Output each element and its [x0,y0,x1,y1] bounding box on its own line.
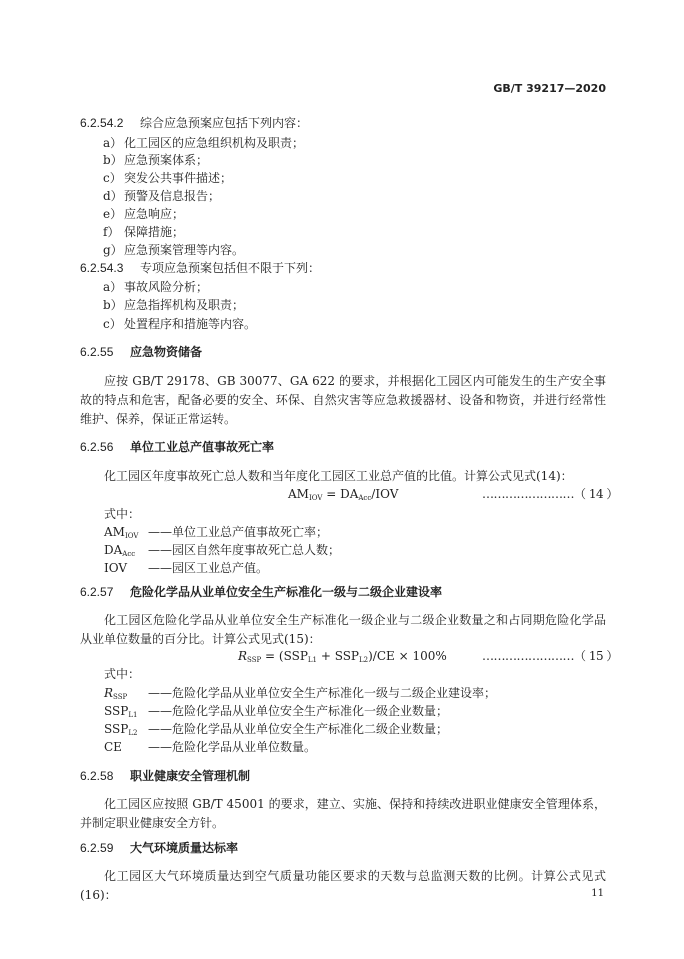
symbol: DA [104,543,123,557]
page-number: 11 [591,888,604,899]
section-heading-6-2-55 [80,344,202,360]
list-text: 化工园区的应急组织机构及职责； [124,136,305,150]
list-text: 突发公共事件描述； [124,171,233,185]
definition-text: ——危险化学品从业单位安全生产标准化一级企业数量； [148,704,449,718]
list-item [103,152,208,168]
eq-term: /IOV [371,487,399,501]
symbol: IOV [104,561,128,575]
eq-sub: L2 [359,656,369,664]
symbol-sub: IOV [124,532,139,540]
list-item [103,188,220,204]
standard-number: GB/T 39217—2020 [493,82,606,95]
section-heading-6-2-59 [80,840,238,856]
section-heading-6-2-56 [80,439,274,455]
symbol-sub: SSP [113,693,128,701]
list-marker: c） [103,317,122,331]
symbol-sub: Acc [122,550,136,558]
definition-item [104,703,448,723]
list-marker: a） [103,136,123,150]
definition-item [104,524,328,544]
list-marker: f） [103,225,120,239]
definition-item [104,560,268,580]
definition-symbol [104,524,148,544]
list-text: 事故风险分析； [124,280,209,294]
clause-6-2-54-3 [80,260,320,276]
definition-symbol [104,721,148,741]
symbol-sub: L2 [128,729,138,737]
clause-number: 6.2.54.2 [80,116,124,130]
symbol-sub: L1 [128,711,138,719]
section-title: 职业健康安全管理机制 [130,769,251,783]
definition-symbol [104,739,148,759]
list-item [103,135,304,151]
section-number: 6.2.57 [80,585,114,599]
section-heading-6-2-57 [80,584,442,600]
eq-sub: L1 [307,656,318,664]
definition-text: ——危险化学品从业单位数量。 [148,740,317,754]
clause-number: 6.2.54.3 [80,261,124,275]
formula-14 [288,486,398,506]
section-number: 6.2.56 [80,440,114,454]
list-item [103,242,244,258]
paragraph: 化工园区应按照 GB/T 45001 的要求，建立、实施、保持和持续改进职业健康安全管理体系，并制定职业健康安全方针。 [80,797,606,830]
section-title: 单位工业总产值事故死亡率 [130,440,275,454]
eq-term: = DA [322,487,359,501]
paragraph: 应按 GB/T 29178、GB 30077、GA 622 的要求，并根据化工园区内可能发生的生产安全事故的特点和危害，配备必要的安全、环保、自然灾害等应急救援器材、设备和物资，并进行经常性维护、保养，保证正常运转。 [80,374,606,426]
definition-symbol [104,560,148,580]
list-text: 保障措施； [124,225,185,239]
definition-text: ——危险化学品从业单位安全生产标准化一级与二级企业建设率； [148,686,497,700]
paragraph: 化工园区年度事故死亡总人数和当年度化工园区工业总产值的比值。计算公式见式(14)： [104,469,573,483]
symbol: SSP [104,722,129,736]
definition-text: ——园区工业总产值。 [148,561,269,575]
clause-text: 综合应急预案应包括下列内容： [140,116,309,130]
symbol: R [104,686,114,700]
eq-term: = (SSP [261,649,308,663]
definition-symbol [104,685,148,705]
eq-sub: Acc [358,494,372,502]
where-label: 式中： [104,507,141,521]
list-item [103,206,184,222]
list-text: 应急预案管理等内容。 [124,243,245,257]
list-marker: g） [103,243,123,257]
eq-term: + SSP [317,649,360,663]
section-title: 危险化学品从业单位安全生产标准化一级与二级企业建设率 [130,585,443,599]
definition-text: ——危险化学品从业单位安全生产标准化二级企业数量； [148,722,449,736]
list-item [103,279,208,295]
definition-symbol [104,542,148,562]
symbol: SSP [104,704,129,718]
section-number: 6.2.58 [80,769,114,783]
paragraph: 化工园区大气环境质量达到空气质量功能区要求的天数与总监测天数的比例。计算公式见式(16)： [80,869,606,902]
list-text: 预警及信息报告； [124,189,221,203]
list-marker: b） [103,153,123,167]
definition-text: ——单位工业总产值事故死亡率； [148,525,329,539]
list-marker: c） [103,171,122,185]
definition-item [104,739,316,759]
list-item [103,170,232,186]
definition-text: ——园区自然年度事故死亡总人数； [148,543,341,557]
list-text: 处置程序和措施等内容。 [124,317,257,331]
list-marker: a） [103,280,123,294]
list-item [103,297,244,313]
definition-item [104,542,340,562]
section-number: 6.2.59 [80,841,114,855]
formula-number: ……………………（ 15 ） [482,649,618,663]
list-marker: d） [103,189,123,203]
symbol: AM [104,525,125,539]
clause-6-2-54-2 [80,115,308,131]
symbol: CE [104,740,122,754]
section-number: 6.2.55 [80,345,114,359]
list-item [103,316,256,332]
section-title: 应急物资储备 [130,345,203,359]
list-marker: e） [103,207,123,221]
definition-symbol [104,703,148,723]
list-text: 应急响应； [124,207,185,221]
eq-term: )/CE × 100% [368,649,447,663]
list-item [103,224,184,240]
list-text: 应急指挥机构及职责； [124,298,245,312]
clause-text: 专项应急预案包括但不限于下列： [140,261,321,275]
formula-number: ……………………（ 14 ） [482,487,618,501]
eq-sub: SSP [247,656,262,664]
list-marker: b） [103,298,123,312]
paragraph: 化工园区危险化学品从业单位安全生产标准化一级企业与二级企业数量之和占同期危险化学品从业单位数量的百分比。计算公式见式(15)： [80,613,606,646]
eq-sub: IOV [308,494,323,502]
definition-item [104,721,448,741]
definition-item [104,685,496,705]
eq-term: R [238,649,248,663]
where-label: 式中： [104,667,141,681]
eq-term: AM [288,487,309,501]
section-heading-6-2-58 [80,768,250,784]
formula-15 [238,648,447,668]
list-text: 应急预案体系； [124,153,209,167]
section-title: 大气环境质量达标率 [130,841,239,855]
